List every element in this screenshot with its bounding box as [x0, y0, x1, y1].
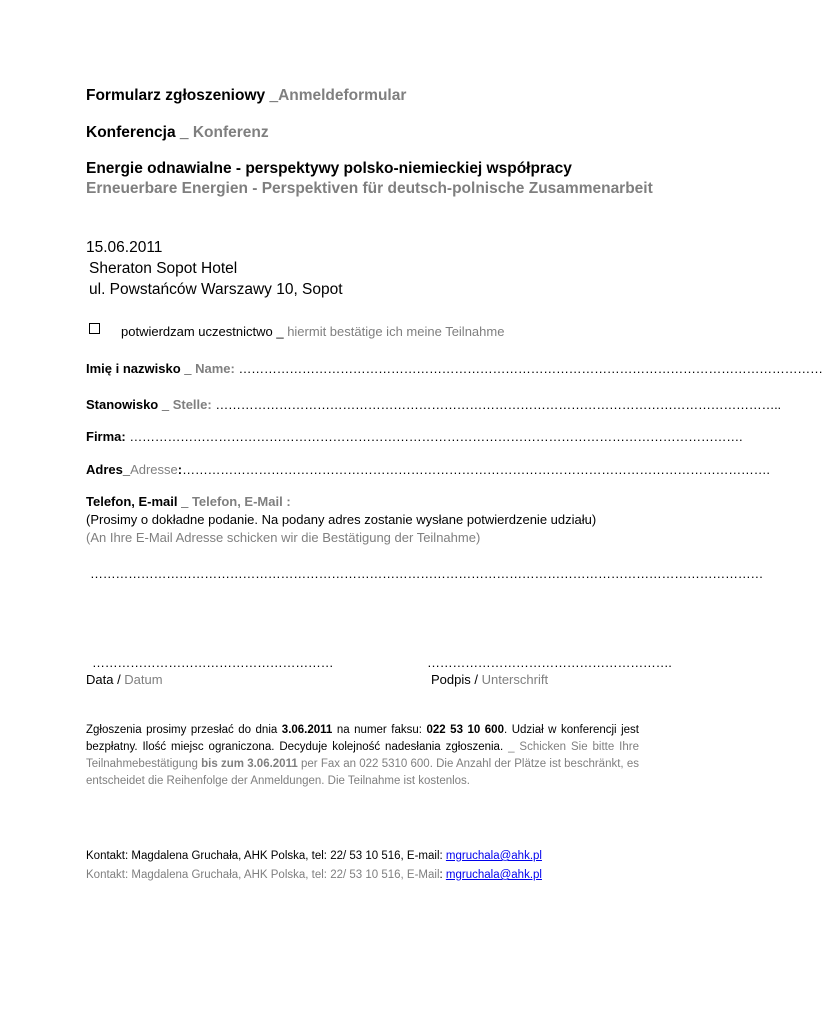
signature-dots[interactable]: ………………………………………………….	[427, 655, 672, 670]
position-field[interactable]	[86, 397, 781, 412]
confirm-label-de: hiermit bestätige ich meine Teilnahme	[287, 324, 505, 339]
notice-pl-2: na numer faksu:	[332, 724, 427, 736]
confirm-label	[121, 324, 504, 339]
name-field[interactable]	[86, 361, 823, 376]
conference-label-pl: Konferencja _	[86, 124, 193, 141]
company-dots: ……………………………………………………………………………………………………………………………….	[129, 429, 743, 444]
form-title-de: Anmeldeformular	[278, 87, 407, 104]
contact-de	[86, 869, 542, 881]
confirm-checkbox[interactable]	[89, 323, 100, 334]
form-title-pl: Formularz zgłoszeniowy _	[86, 87, 279, 104]
company-label: Firma:	[86, 429, 126, 444]
name-label-de: Name:	[195, 361, 235, 376]
name-dots: …………………………………………………………………………………………………………………………	[238, 361, 823, 376]
company-field[interactable]	[86, 429, 743, 444]
signature-label	[431, 672, 548, 687]
event-date: 15.06.2011	[86, 239, 163, 256]
notice-pl-fax: 022 53 10 600	[426, 724, 504, 736]
notice-de-date: bis zum 3.06.2011	[201, 758, 298, 770]
conference-label-de: Konferenz	[192, 124, 269, 141]
event-address: ul. Powstańców Warszawy 10, Sopot	[89, 281, 343, 298]
form-title	[86, 87, 406, 105]
address-label-de: Adresse	[130, 462, 178, 477]
name-label-pl: Imię i nazwisko _	[86, 361, 196, 376]
registration-notice	[86, 722, 639, 790]
topic-title-de: Erneuerbare Energien - Perspektiven für deutsch-polnische Zusammenarbeit	[86, 180, 653, 197]
phone-note-pl: (Prosimy o dokładne podanie. Na podany adres zostanie wysłane potwierdzenie udziału)	[86, 512, 597, 527]
position-dots: ……………………………………………………………………………………………………………………..	[215, 397, 781, 412]
address-field[interactable]	[86, 462, 770, 477]
contact-email-link-de[interactable]: mgruchala@ahk.pl	[445, 869, 542, 881]
notice-pl-1: Zgłoszenia prosimy przesłać do dnia	[86, 724, 282, 736]
contact-de-colon: :	[439, 869, 446, 881]
date-label-pl: Data /	[86, 672, 125, 687]
contact-pl-text: Kontakt: Magdalena Gruchała, AHK Polska, tel: 22/ 53 10 516, E-mail:	[86, 850, 446, 862]
address-label-pl: Adres_	[86, 462, 131, 477]
event-venue: Sheraton Sopot Hotel	[89, 260, 238, 277]
contact-de-text: Kontakt: Magdalena Gruchała, AHK Polska, tel: 22/ 53 10 516, E-Mail	[86, 869, 440, 881]
notice-pl-date: 3.06.2011	[281, 724, 333, 736]
address-dots: ………………………………………………………………………………………………………………………….	[182, 462, 770, 477]
signature-label-de: Unterschrift	[481, 672, 549, 687]
notice-pl-3: . Udział w konferencji jest bezpłatny. Ilość miejsc ograniczona. Decyduje kolejność nadesłania zgłoszenia.	[86, 724, 640, 753]
topic-title-pl: Energie odnawialne - perspektywy polsko-niemieckiej współpracy	[86, 160, 572, 177]
date-label	[86, 672, 163, 687]
phone-label-pl: Telefon, E-mail _	[86, 494, 192, 509]
notice-de-1: _ Schicken Sie bitte Ihre Teilnahmebestätigung	[86, 741, 639, 770]
contact-pl	[86, 850, 542, 862]
conference-label	[86, 124, 269, 142]
phone-label-de: Telefon, E-Mail :	[191, 494, 291, 509]
position-label-pl: Stanowisko _	[86, 397, 173, 412]
address-colon: :	[177, 462, 183, 477]
signature-label-pl: Podpis /	[431, 672, 482, 687]
confirm-label-pl: potwierdzam uczestnictwo _	[121, 324, 288, 339]
notice-de-2: per Fax an 022 5310 600. Die Anzahl der Plätze ist beschränkt, es entscheidet die Reihenfolge der Anmeldungen. Die Teilnahme ist kostenlos.	[86, 758, 639, 787]
date-label-de: Datum	[124, 672, 163, 687]
phone-dots[interactable]: ……………………………………………………………………………………………………………………………………………	[90, 566, 764, 581]
contact-email-link[interactable]: mgruchala@ahk.pl	[445, 850, 542, 862]
phone-label	[86, 494, 291, 509]
position-label-de: Stelle:	[172, 397, 212, 412]
date-dots[interactable]: …………………………………………………	[92, 655, 334, 670]
phone-note-de: (An Ihre E-Mail Adresse schicken wir die Bestätigung der Teilnahme)	[86, 530, 481, 545]
